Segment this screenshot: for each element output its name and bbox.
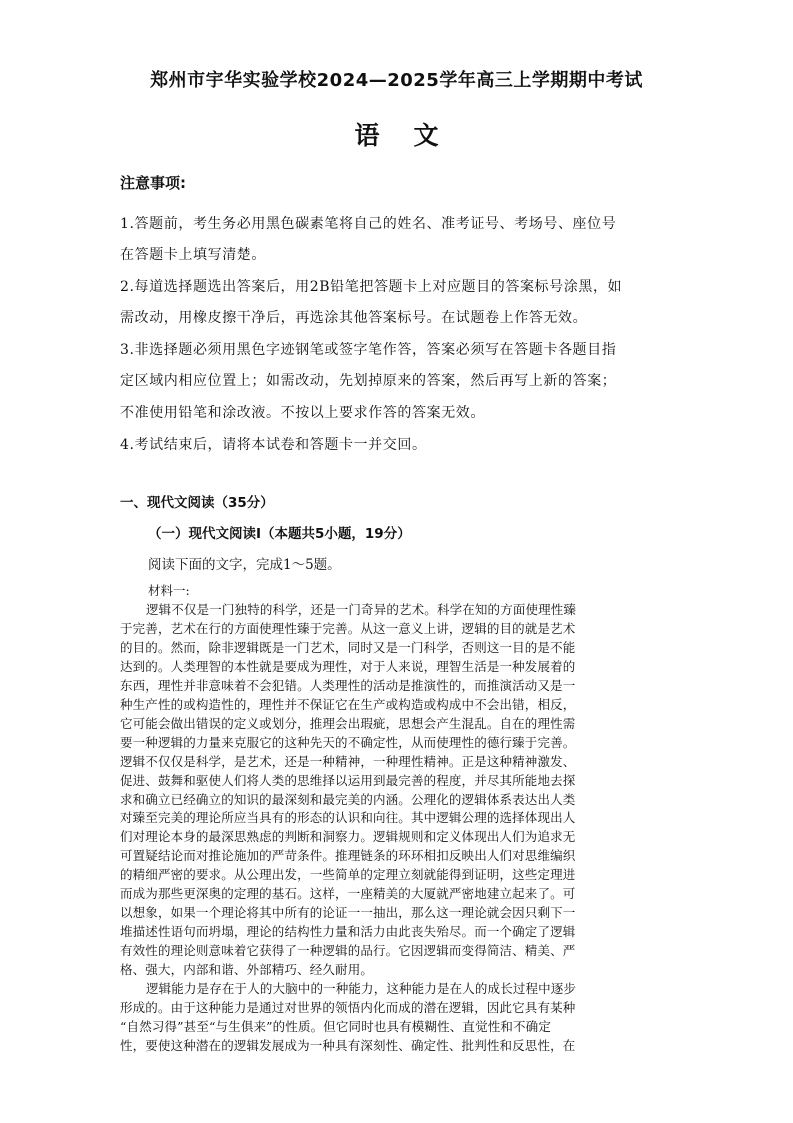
passage-line: 达到的。人类理智的本性就是要成为理性，对于人来说，理智生活是一种发展着的	[120, 658, 576, 674]
passage-line: 格、强大，内部和谐、外部精巧、经久耐用。	[120, 962, 374, 978]
passage-line: “自然习得”甚至“与生俱来”的性质。但它同时也具有模糊性、直觉性和不确定	[120, 1018, 551, 1034]
passage-line: 促进、鼓舞和驱使人们将人类的思维择以运用到最完善的程度，并尽其所能地去探	[120, 772, 576, 788]
passage-line: 形成的。由于这种能力是通过对世界的领悟内化而成的潜在逻辑，因此它具有某种	[120, 999, 576, 1015]
passage-line: 逻辑不仅是一门独特的科学，还是一门奇异的艺术。科学在知的方面使理性臻	[146, 602, 577, 617]
passage-line: 逻辑能力是存在于人的大脑中的一种能力，这种能力是在人的成长过程中逐步	[146, 981, 577, 996]
passage-line: 们对理论本身的最深思熟虑的判断和洞察力。逻辑规则和定义体现出人们为追求无	[120, 829, 576, 845]
passage-line: 堆描述性语句而坍塌，理论的结构性力量和活力由此丧失殆尽。而一个确定了逻辑	[120, 924, 576, 940]
passage-line: 可置疑结论而对推论施加的严苛条件。推理链条的环环相扣反映出人们对思维编织	[120, 848, 576, 864]
passage-line: 的目的。然而，除非逻辑既是一门艺术，同时又是一门科学，否则这一目的是不能	[120, 639, 576, 655]
passage-line: 以想象，如果一个理论将其中所有的论证一一抽出，那么这一理论就会因只剩下一	[120, 905, 576, 921]
passage-line: 它可能会做出错误的定义或划分，推理会出瑕疵，思想会产生混乱。自在的理性需	[120, 715, 576, 731]
reading-instruction: 阅读下面的文字，完成1～5题。	[148, 557, 341, 573]
material-label: 材料一:	[148, 583, 190, 598]
passage-line: 性，要使这种潜在的逻辑发展成为一种具有深刻性、确定性、批判性和反思性，在	[120, 1037, 576, 1053]
subject-title: 语文	[354, 121, 473, 150]
passage-line: 种生产性的或构造性的，理性并不保证它在生产或构造或构成中不会出错，相反，	[120, 696, 576, 712]
passage-line: 于完善，艺术在行的方面使理性臻于完善。从这一意义上讲，逻辑的目的就是艺术	[120, 620, 576, 636]
notice-line: 定区域内相应位置上；如需改动，先划掉原来的答案，然后再写上新的答案；	[120, 373, 617, 389]
notice-line: 3.非选择题必须用黑色字迹钢笔或签字笔作答，答案必须写在答题卡各题目指	[120, 342, 617, 358]
passage-line: 而成为那些更深奥的定理的基石。这样，一座精美的大厦就严密地建立起来了。可	[120, 886, 576, 902]
notice-line: 在答题卡上填写清楚。	[120, 247, 266, 263]
passage-line: 东西，理性并非意味着不会犯错。人类理性的活动是推演性的，而推演活动又是一	[120, 677, 576, 693]
notice-line: 不准使用铅笔和涂改液。不按以上要求作答的答案无效。	[120, 405, 485, 421]
notice-line: 1.答题前，考生务必用黑色碳素笔将自己的姓名、准考证号、考场号、座位号	[120, 216, 617, 232]
passage-line: 要一种逻辑的力量来克服它的这种先天的不确定性，从而使理性的德行臻于完善。	[120, 734, 576, 750]
notice-heading: 注意事项:	[120, 174, 186, 192]
passage-line: 对臻至完美的理论所应当具有的形态的认识和向往。其中逻辑公理的选择体现出人	[120, 810, 576, 826]
notice-line: 2.每道选择题选出答案后，用2B铅笔把答题卡上对应题目的答案标号涂黑，如	[120, 279, 623, 295]
notice-line: 4.考试结束后，请将本试卷和答题卡一并交回。	[120, 437, 427, 453]
passage-line: 的精细严密的要求。从公理出发，一些简单的定理立刻就能得到证明，这些定理进	[120, 867, 576, 883]
section-heading: 一、现代文阅读（35分）	[120, 495, 274, 511]
passage-line: 逻辑不仅仅是科学，是艺术，还是一种精神，一种理性精神。正是这种精神激发、	[120, 753, 576, 769]
passage-line: 求和确立已经确立的知识的最深刻和最完美的内涵。公理化的逻辑体系表达出人类	[120, 791, 576, 807]
passage-line: 有效性的理论则意味着它获得了一种逻辑的品行。它因逻辑而变得简洁、精美、严	[120, 943, 576, 959]
sub-heading: （一）现代文阅读Ⅰ（本题共5小题，19分）	[148, 526, 411, 542]
notice-line: 需改动，用橡皮擦干净后，再选涂其他答案标号。在试题卷上作答无效。	[120, 310, 588, 326]
exam-title: 郑州市宇华实验学校2024—2025学年高三上学期期中考试	[150, 70, 643, 91]
